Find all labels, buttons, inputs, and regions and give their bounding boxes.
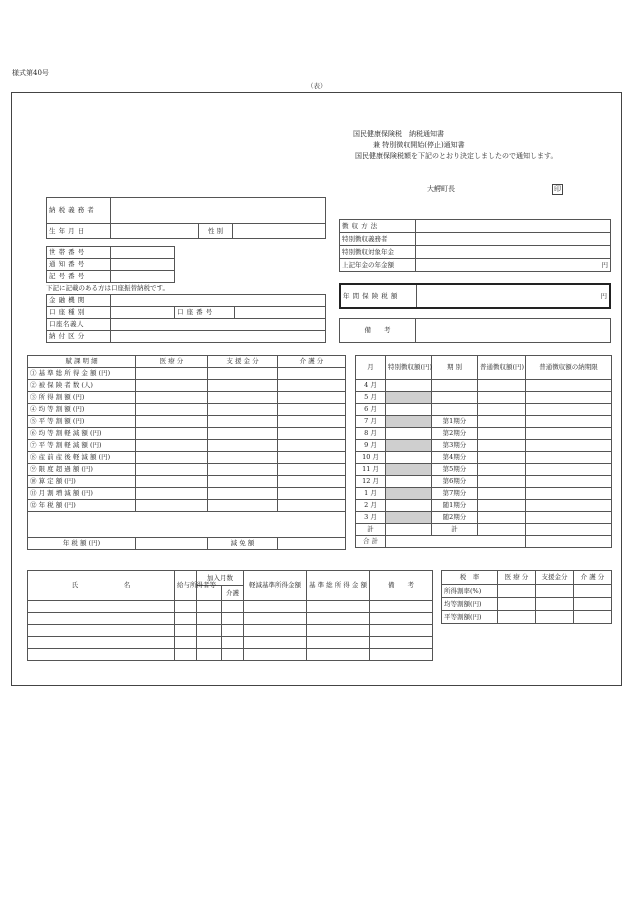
rates-header: 支援金分 xyxy=(536,571,574,585)
calc-table xyxy=(27,355,346,550)
member-cell xyxy=(28,625,175,637)
method-value xyxy=(416,220,611,233)
schedule-month: 10 月 xyxy=(356,452,386,464)
schedule-month: 5 月 xyxy=(356,392,386,404)
calc-row xyxy=(28,440,346,452)
due-date xyxy=(526,452,612,464)
ordinary-amount xyxy=(478,392,526,404)
calc-value xyxy=(136,440,208,452)
due-date xyxy=(526,488,612,500)
calc-row-label: ⑫ 年 税 額 (円) xyxy=(28,500,136,512)
due-date xyxy=(526,464,612,476)
member-cell xyxy=(244,649,307,661)
title-line2: 兼 特別徴収開始(停止)通知書 xyxy=(373,141,465,149)
schedule-month: 7 月 xyxy=(356,416,386,428)
calc-spacer xyxy=(28,512,346,538)
account-type-label: 口 座 種 別 xyxy=(47,307,111,319)
schedule-period: 第4期分 xyxy=(432,452,478,464)
special-amount xyxy=(386,488,432,500)
member-cell xyxy=(244,637,307,649)
member-cell xyxy=(370,601,433,613)
schedule-row xyxy=(356,440,612,452)
due-date xyxy=(526,476,612,488)
calc-value xyxy=(208,392,278,404)
total-value xyxy=(386,536,526,548)
calc-value xyxy=(136,392,208,404)
calc-value xyxy=(136,500,208,512)
schedule-period: 第6期分 xyxy=(432,476,478,488)
members-header-row xyxy=(28,571,433,586)
schedule-table xyxy=(355,355,612,548)
schedule-month: 11 月 xyxy=(356,464,386,476)
special-amount xyxy=(386,404,432,416)
calc-row-label: ④ 均 等 割 額 (円) xyxy=(28,404,136,416)
bank-label: 金 融 機 関 xyxy=(47,295,111,307)
due-date xyxy=(526,500,612,512)
schedule-row xyxy=(356,452,612,464)
member-cell xyxy=(370,649,433,661)
member-cell xyxy=(370,637,433,649)
calc-value xyxy=(278,452,346,464)
exemption-label: 減 免 額 xyxy=(208,538,278,550)
annual-tax-value xyxy=(136,538,208,550)
total-label: 合 計 xyxy=(356,536,386,548)
household-value xyxy=(111,247,175,259)
calc-row xyxy=(28,380,346,392)
notice-label: 通 知 番 号 xyxy=(47,259,111,271)
rates-row xyxy=(442,585,612,598)
payment-class-value xyxy=(111,331,326,343)
member-row xyxy=(28,649,433,661)
rates-header: 介 護 分 xyxy=(574,571,612,585)
schedule-row xyxy=(356,500,612,512)
calc-value xyxy=(136,452,208,464)
rates-row-label: 平等割額(円) xyxy=(442,611,498,624)
due-date xyxy=(526,416,612,428)
rate-value xyxy=(536,598,574,611)
member-row xyxy=(28,637,433,649)
member-cell xyxy=(307,601,370,613)
due-date xyxy=(526,428,612,440)
calc-value xyxy=(278,440,346,452)
bank-table xyxy=(46,294,326,343)
special-amount xyxy=(386,416,432,428)
member-cell xyxy=(244,601,307,613)
calc-value xyxy=(208,464,278,476)
bank-value xyxy=(111,295,326,307)
method-label: 徴 収 方 法 xyxy=(340,220,416,233)
issuer-seal: 印 xyxy=(554,185,561,193)
calc-value xyxy=(278,428,346,440)
calc-value xyxy=(136,428,208,440)
calc-row-label: ② 被 保 険 者 数 (人) xyxy=(28,380,136,392)
ordinary-amount xyxy=(478,476,526,488)
calc-value xyxy=(278,404,346,416)
rate-value xyxy=(498,585,536,598)
calc-value xyxy=(278,488,346,500)
member-row xyxy=(28,601,433,613)
rates-row xyxy=(442,611,612,624)
member-cell xyxy=(197,637,222,649)
schedule-period: 第5期分 xyxy=(432,464,478,476)
calc-value xyxy=(208,500,278,512)
account-type-value xyxy=(111,307,175,319)
ordinary-amount xyxy=(478,488,526,500)
notice-value xyxy=(111,259,175,271)
rates-header: 医 療 分 xyxy=(498,571,536,585)
gender-value xyxy=(233,224,326,239)
member-cell xyxy=(28,649,175,661)
schedule-row xyxy=(356,416,612,428)
special-amount xyxy=(386,428,432,440)
calc-value xyxy=(278,392,346,404)
calc-row-label: ⑦ 平 等 割 軽 減 額 (円) xyxy=(28,440,136,452)
schedule-row xyxy=(356,512,612,524)
schedule-header: 期 別 xyxy=(432,356,478,380)
calc-header: 介 護 分 xyxy=(278,356,346,368)
schedule-row xyxy=(356,380,612,392)
pension-amount-yen: 円 xyxy=(416,259,611,272)
title-line3: 国民健康保険税額を下記のとおり決定しましたので通知します。 xyxy=(355,152,558,160)
exemption-value xyxy=(278,538,346,550)
bank-note: 下記に記載のある方は口座振替納税です。 xyxy=(46,284,169,292)
calc-row xyxy=(28,428,346,440)
ordinary-amount xyxy=(478,428,526,440)
rate-value xyxy=(574,598,612,611)
member-cell xyxy=(222,625,244,637)
calc-row xyxy=(28,476,346,488)
annual-tax-yen: 円 xyxy=(416,284,610,308)
schedule-month: 4 月 xyxy=(356,380,386,392)
account-no-label: 口 座 番 号 xyxy=(175,307,235,319)
remarks-value xyxy=(416,319,611,343)
calc-row xyxy=(28,464,346,476)
calc-blank xyxy=(28,512,346,538)
calc-value xyxy=(136,416,208,428)
member-care-header: 介護 xyxy=(222,586,244,601)
obligor-label: 納 税 義 務 者 xyxy=(47,198,111,224)
members-table xyxy=(27,570,433,661)
gender-label: 性 別 xyxy=(199,224,233,239)
remarks-table xyxy=(339,318,611,343)
member-salary-header: 給与所得者等 xyxy=(175,571,197,601)
form-number: 様式第40号 xyxy=(12,69,49,77)
calc-value xyxy=(278,416,346,428)
pension-amount-label: 上記年金の年金額 xyxy=(340,259,416,272)
calc-value xyxy=(136,368,208,380)
schedule-period: 随2期分 xyxy=(432,512,478,524)
member-cell xyxy=(175,637,197,649)
schedule-subtotal-row xyxy=(356,524,612,536)
schedule-header: 普通徴収額(円) xyxy=(478,356,526,380)
total-blank xyxy=(526,536,612,548)
schedule-month: 2 月 xyxy=(356,500,386,512)
calc-value xyxy=(208,368,278,380)
schedule-month: 12 月 xyxy=(356,476,386,488)
member-cell xyxy=(197,649,222,661)
schedule-header-row xyxy=(356,356,612,380)
ordinary-amount xyxy=(478,500,526,512)
schedule-period: 随1期分 xyxy=(432,500,478,512)
calc-value xyxy=(208,428,278,440)
rates-row xyxy=(442,598,612,611)
member-cell xyxy=(28,613,175,625)
member-cell xyxy=(222,637,244,649)
special-amount xyxy=(386,512,432,524)
calc-row-label: ⑧ 産 前 産 後 軽 減 額 (円) xyxy=(28,452,136,464)
member-cell xyxy=(307,649,370,661)
calc-row xyxy=(28,452,346,464)
member-cell xyxy=(370,613,433,625)
pension-label: 特別徴収対象年金 xyxy=(340,246,416,259)
schedule-row xyxy=(356,428,612,440)
schedule-period xyxy=(432,404,478,416)
calc-value xyxy=(136,476,208,488)
due-date xyxy=(526,404,612,416)
due-date xyxy=(526,512,612,524)
calc-value xyxy=(136,404,208,416)
calc-row xyxy=(28,392,346,404)
annual-tax-table xyxy=(339,283,611,309)
calc-value xyxy=(278,464,346,476)
subtotal-label: 計 xyxy=(356,524,386,536)
member-cell xyxy=(307,637,370,649)
due-date xyxy=(526,440,612,452)
member-base-header: 基 準 総 所 得 金 額 xyxy=(307,571,370,601)
special-obligor-value xyxy=(416,233,611,246)
calc-footer xyxy=(28,538,346,550)
pension-value xyxy=(416,246,611,259)
schedule-header: 特別徴収額(円) xyxy=(386,356,432,380)
schedule-row xyxy=(356,392,612,404)
rate-value xyxy=(574,585,612,598)
schedule-total-row xyxy=(356,536,612,548)
member-row xyxy=(28,613,433,625)
member-reduction-header: 軽減基準所得金額 xyxy=(244,571,307,601)
member-name-header: 氏 名 xyxy=(28,571,175,601)
schedule-period xyxy=(432,392,478,404)
calc-header: 賦 課 明 細 xyxy=(28,356,136,368)
birth-label: 生 年 月 日 xyxy=(47,224,111,239)
calc-value xyxy=(136,380,208,392)
member-remarks-header: 備 考 xyxy=(370,571,433,601)
rates-row-label: 均等割額(円) xyxy=(442,598,498,611)
rates-table xyxy=(441,570,612,624)
ordinary-amount xyxy=(478,416,526,428)
remarks-label: 備 考 xyxy=(340,319,416,343)
member-row xyxy=(28,625,433,637)
member-cell xyxy=(197,601,222,613)
calc-value xyxy=(208,380,278,392)
special-amount xyxy=(386,476,432,488)
calc-row-label: ⑥ 均 等 割 軽 減 額 (円) xyxy=(28,428,136,440)
account-no-value xyxy=(235,307,326,319)
ordinary-amount xyxy=(478,404,526,416)
member-cell xyxy=(175,613,197,625)
member-cell xyxy=(175,649,197,661)
schedule-period: 第2期分 xyxy=(432,428,478,440)
calc-row-label: ⑪ 月 割 増 減 額 (円) xyxy=(28,488,136,500)
ordinary-amount xyxy=(478,440,526,452)
issuer-name: 大鰐町長 xyxy=(427,185,455,193)
holder-value xyxy=(111,319,326,331)
calc-value xyxy=(208,452,278,464)
ordinary-amount xyxy=(478,464,526,476)
calc-row-label: ⑤ 平 等 割 額 (円) xyxy=(28,416,136,428)
schedule-header: 普通徴収額の納期限 xyxy=(526,356,612,380)
calc-value xyxy=(208,440,278,452)
taxpayer-table-top xyxy=(46,197,326,239)
calc-value xyxy=(136,488,208,500)
member-cell xyxy=(307,625,370,637)
calc-value xyxy=(208,488,278,500)
schedule-month: 3 月 xyxy=(356,512,386,524)
symbol-label: 記 号 番 号 xyxy=(47,271,111,283)
subtotal-special xyxy=(386,524,432,536)
symbol-value xyxy=(111,271,175,283)
calc-row xyxy=(28,368,346,380)
household-label: 世 帯 番 号 xyxy=(47,247,111,259)
calc-value xyxy=(278,476,346,488)
member-cell xyxy=(244,625,307,637)
member-cell xyxy=(222,613,244,625)
collection-table xyxy=(339,219,611,272)
member-cell xyxy=(222,601,244,613)
calc-value xyxy=(278,500,346,512)
calc-row-label: ③ 所 得 割 額 (円) xyxy=(28,392,136,404)
obligor-value xyxy=(111,198,326,224)
member-cell xyxy=(244,613,307,625)
member-cell xyxy=(197,613,222,625)
schedule-header: 月 xyxy=(356,356,386,380)
calc-header-row xyxy=(28,356,346,368)
schedule-month: 6 月 xyxy=(356,404,386,416)
calc-value xyxy=(208,476,278,488)
annual-tax-label: 年 税 額 (円) xyxy=(28,538,136,550)
schedule-row xyxy=(356,404,612,416)
schedule-month: 9 月 xyxy=(356,440,386,452)
schedule-month: 8 月 xyxy=(356,428,386,440)
member-cell xyxy=(175,601,197,613)
subtotal-blank xyxy=(526,524,612,536)
rate-value xyxy=(536,611,574,624)
payment-class-label: 納 付 区 分 xyxy=(47,331,111,343)
special-amount xyxy=(386,392,432,404)
due-date xyxy=(526,380,612,392)
schedule-period: 第1期分 xyxy=(432,416,478,428)
schedule-row xyxy=(356,476,612,488)
rate-value xyxy=(574,611,612,624)
rates-row-label: 所得割率(%) xyxy=(442,585,498,598)
rate-value xyxy=(498,598,536,611)
ordinary-amount xyxy=(478,452,526,464)
calc-value xyxy=(278,368,346,380)
special-amount xyxy=(386,464,432,476)
special-amount xyxy=(386,452,432,464)
calc-value xyxy=(208,404,278,416)
schedule-period: 第3期分 xyxy=(432,440,478,452)
calc-header: 支 援 金 分 xyxy=(208,356,278,368)
rate-value xyxy=(536,585,574,598)
member-cell xyxy=(222,649,244,661)
schedule-period xyxy=(432,380,478,392)
calc-row-label: ⑩ 算 定 額 (円) xyxy=(28,476,136,488)
ordinary-amount xyxy=(478,512,526,524)
calc-row xyxy=(28,488,346,500)
calc-row xyxy=(28,416,346,428)
calc-value xyxy=(278,380,346,392)
due-date xyxy=(526,392,612,404)
calc-row xyxy=(28,404,346,416)
member-cell xyxy=(370,625,433,637)
ordinary-amount xyxy=(478,380,526,392)
special-amount xyxy=(386,500,432,512)
member-months-header: 加入月数 xyxy=(197,571,244,586)
schedule-period: 第7期分 xyxy=(432,488,478,500)
holder-label: 口座名義人 xyxy=(47,319,111,331)
taxpayer-table-ids xyxy=(46,246,326,283)
schedule-month: 1 月 xyxy=(356,488,386,500)
birth-value xyxy=(111,224,199,239)
subtotal-ordinary xyxy=(478,524,526,536)
member-cell xyxy=(197,625,222,637)
subtotal-label-2: 計 xyxy=(432,524,478,536)
schedule-row xyxy=(356,464,612,476)
special-obligor-label: 特別徴収義務者 xyxy=(340,233,416,246)
rates-header: 税 率 xyxy=(442,571,498,585)
calc-value xyxy=(136,464,208,476)
calc-header: 医 療 分 xyxy=(136,356,208,368)
calc-row-label: ⑨ 限 度 超 過 額 (円) xyxy=(28,464,136,476)
special-amount xyxy=(386,440,432,452)
schedule-row xyxy=(356,488,612,500)
rates-header-row xyxy=(442,571,612,585)
special-amount xyxy=(386,380,432,392)
member-cell xyxy=(307,613,370,625)
rate-value xyxy=(498,611,536,624)
calc-value xyxy=(208,416,278,428)
title-line1: 国民健康保険税 納税通知書 xyxy=(353,130,444,138)
member-cell xyxy=(175,625,197,637)
member-cell xyxy=(28,601,175,613)
calc-row-label: ① 基 準 総 所 得 金 額 (円) xyxy=(28,368,136,380)
annual-tax-label: 年 間 保 険 税 額 xyxy=(340,284,416,308)
member-cell xyxy=(28,637,175,649)
side-label: （表） xyxy=(307,82,327,90)
calc-row xyxy=(28,500,346,512)
